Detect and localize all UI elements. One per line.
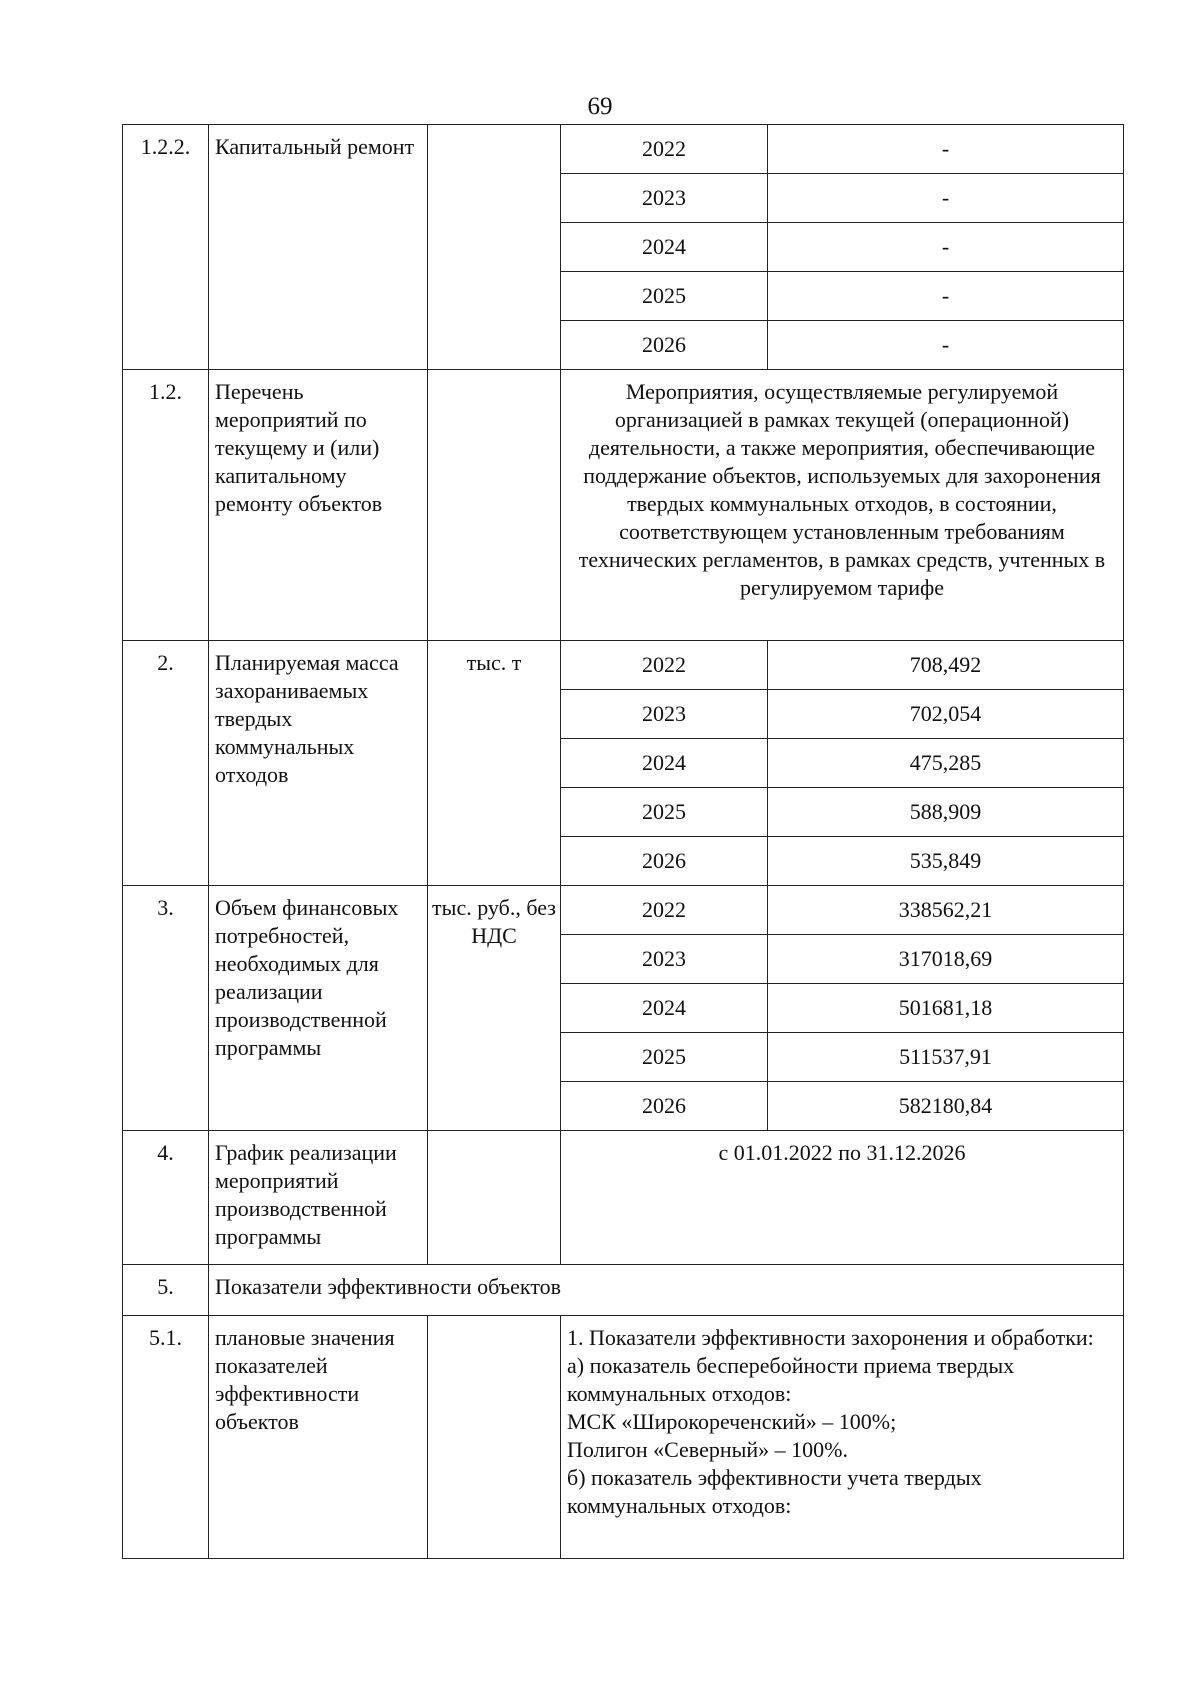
row-number: 5.1. [123,1316,209,1559]
value-cell: 702,054 [768,690,1124,739]
row-name: Капитальный ремонт [209,125,428,370]
table-row [123,1265,1124,1316]
year-cell: 2024 [561,223,768,272]
value-cell: 317018,69 [768,935,1124,984]
row-number: 1.2. [123,370,209,641]
row-name: плановые значения показателей эффективности объектов [209,1316,428,1559]
value-cell: 535,849 [768,837,1124,886]
table-row [123,370,1124,641]
year-cell: 2024 [561,739,768,788]
year-cell: 2023 [561,690,768,739]
efficiency-indicators [561,1316,1124,1559]
table-row [123,1131,1124,1265]
row-number: 3. [123,886,209,1131]
indicator-line: 1. Показатели эффективности захоронения и обработки: [567,1325,1094,1350]
row-unit [428,1131,561,1265]
table-row [123,125,1124,174]
row-unit: тыс. т [428,641,561,886]
table-row [123,886,1124,935]
row-number: 2. [123,641,209,886]
row-name: Планируемая масса захораниваемых твердых коммунальных отходов [209,641,428,886]
row-unit [428,370,561,641]
row-name: Перечень мероприятий по текущему и (или) капитальному ремонту объектов [209,370,428,641]
year-cell: 2026 [561,1082,768,1131]
value-cell: - [768,125,1124,174]
indicator-line: а) показатель бесперебойности приема твердых коммунальных отходов: [567,1353,1015,1406]
year-cell: 2025 [561,1033,768,1082]
page-number: 69 [587,93,613,120]
value-cell: 588,909 [768,788,1124,837]
row-unit [428,125,561,370]
year-cell: 2023 [561,174,768,223]
value-cell: 338562,21 [768,886,1124,935]
year-cell: 2025 [561,272,768,321]
value-cell: - [768,272,1124,321]
indicator-line: Полигон «Северный» – 100%. [567,1437,848,1462]
row-name: График реализации мероприятий производственной программы [209,1131,428,1265]
row-unit [428,1316,561,1559]
value-cell: 511537,91 [768,1033,1124,1082]
indicator-line: МСК «Широкореченский» – 100%; [567,1409,897,1434]
value-cell: 475,285 [768,739,1124,788]
row-name: Объем финансовых потребностей, необходимых для реализации производственной программы [209,886,428,1131]
row-number: 5. [123,1265,209,1316]
indicator-line: б) показатель эффективности учета твердых коммунальных отходов: [567,1465,982,1518]
production-program-table [122,124,1124,1559]
table-row [123,1316,1124,1559]
schedule-period: с 01.01.2022 по 31.12.2026 [561,1131,1124,1265]
year-cell: 2025 [561,788,768,837]
value-cell: - [768,174,1124,223]
value-cell: - [768,321,1124,370]
value-cell: - [768,223,1124,272]
year-cell: 2026 [561,837,768,886]
year-cell: 2024 [561,984,768,1033]
year-cell: 2022 [561,641,768,690]
value-cell: 501681,18 [768,984,1124,1033]
year-cell: 2026 [561,321,768,370]
year-cell: 2022 [561,886,768,935]
row-number: 1.2.2. [123,125,209,370]
year-cell: 2022 [561,125,768,174]
row-unit: тыс. руб., без НДС [428,886,561,1131]
table-row [123,641,1124,690]
row-number: 4. [123,1131,209,1265]
activities-description: Мероприятия, осуществляемые регулируемой организацией в рамках текущей (операционной) деятельности, а также мероприятия, обеспечивающие поддержание объектов, используемых для захоронения твердых коммунальных отходов, в состоянии, соответствующем установленным требованиям технических регламентов, в рамках средств, учтенных в регулируемом тарифе [561,370,1124,641]
value-cell: 708,492 [768,641,1124,690]
section-title: Показатели эффективности объектов [209,1265,1124,1316]
year-cell: 2023 [561,935,768,984]
value-cell: 582180,84 [768,1082,1124,1131]
